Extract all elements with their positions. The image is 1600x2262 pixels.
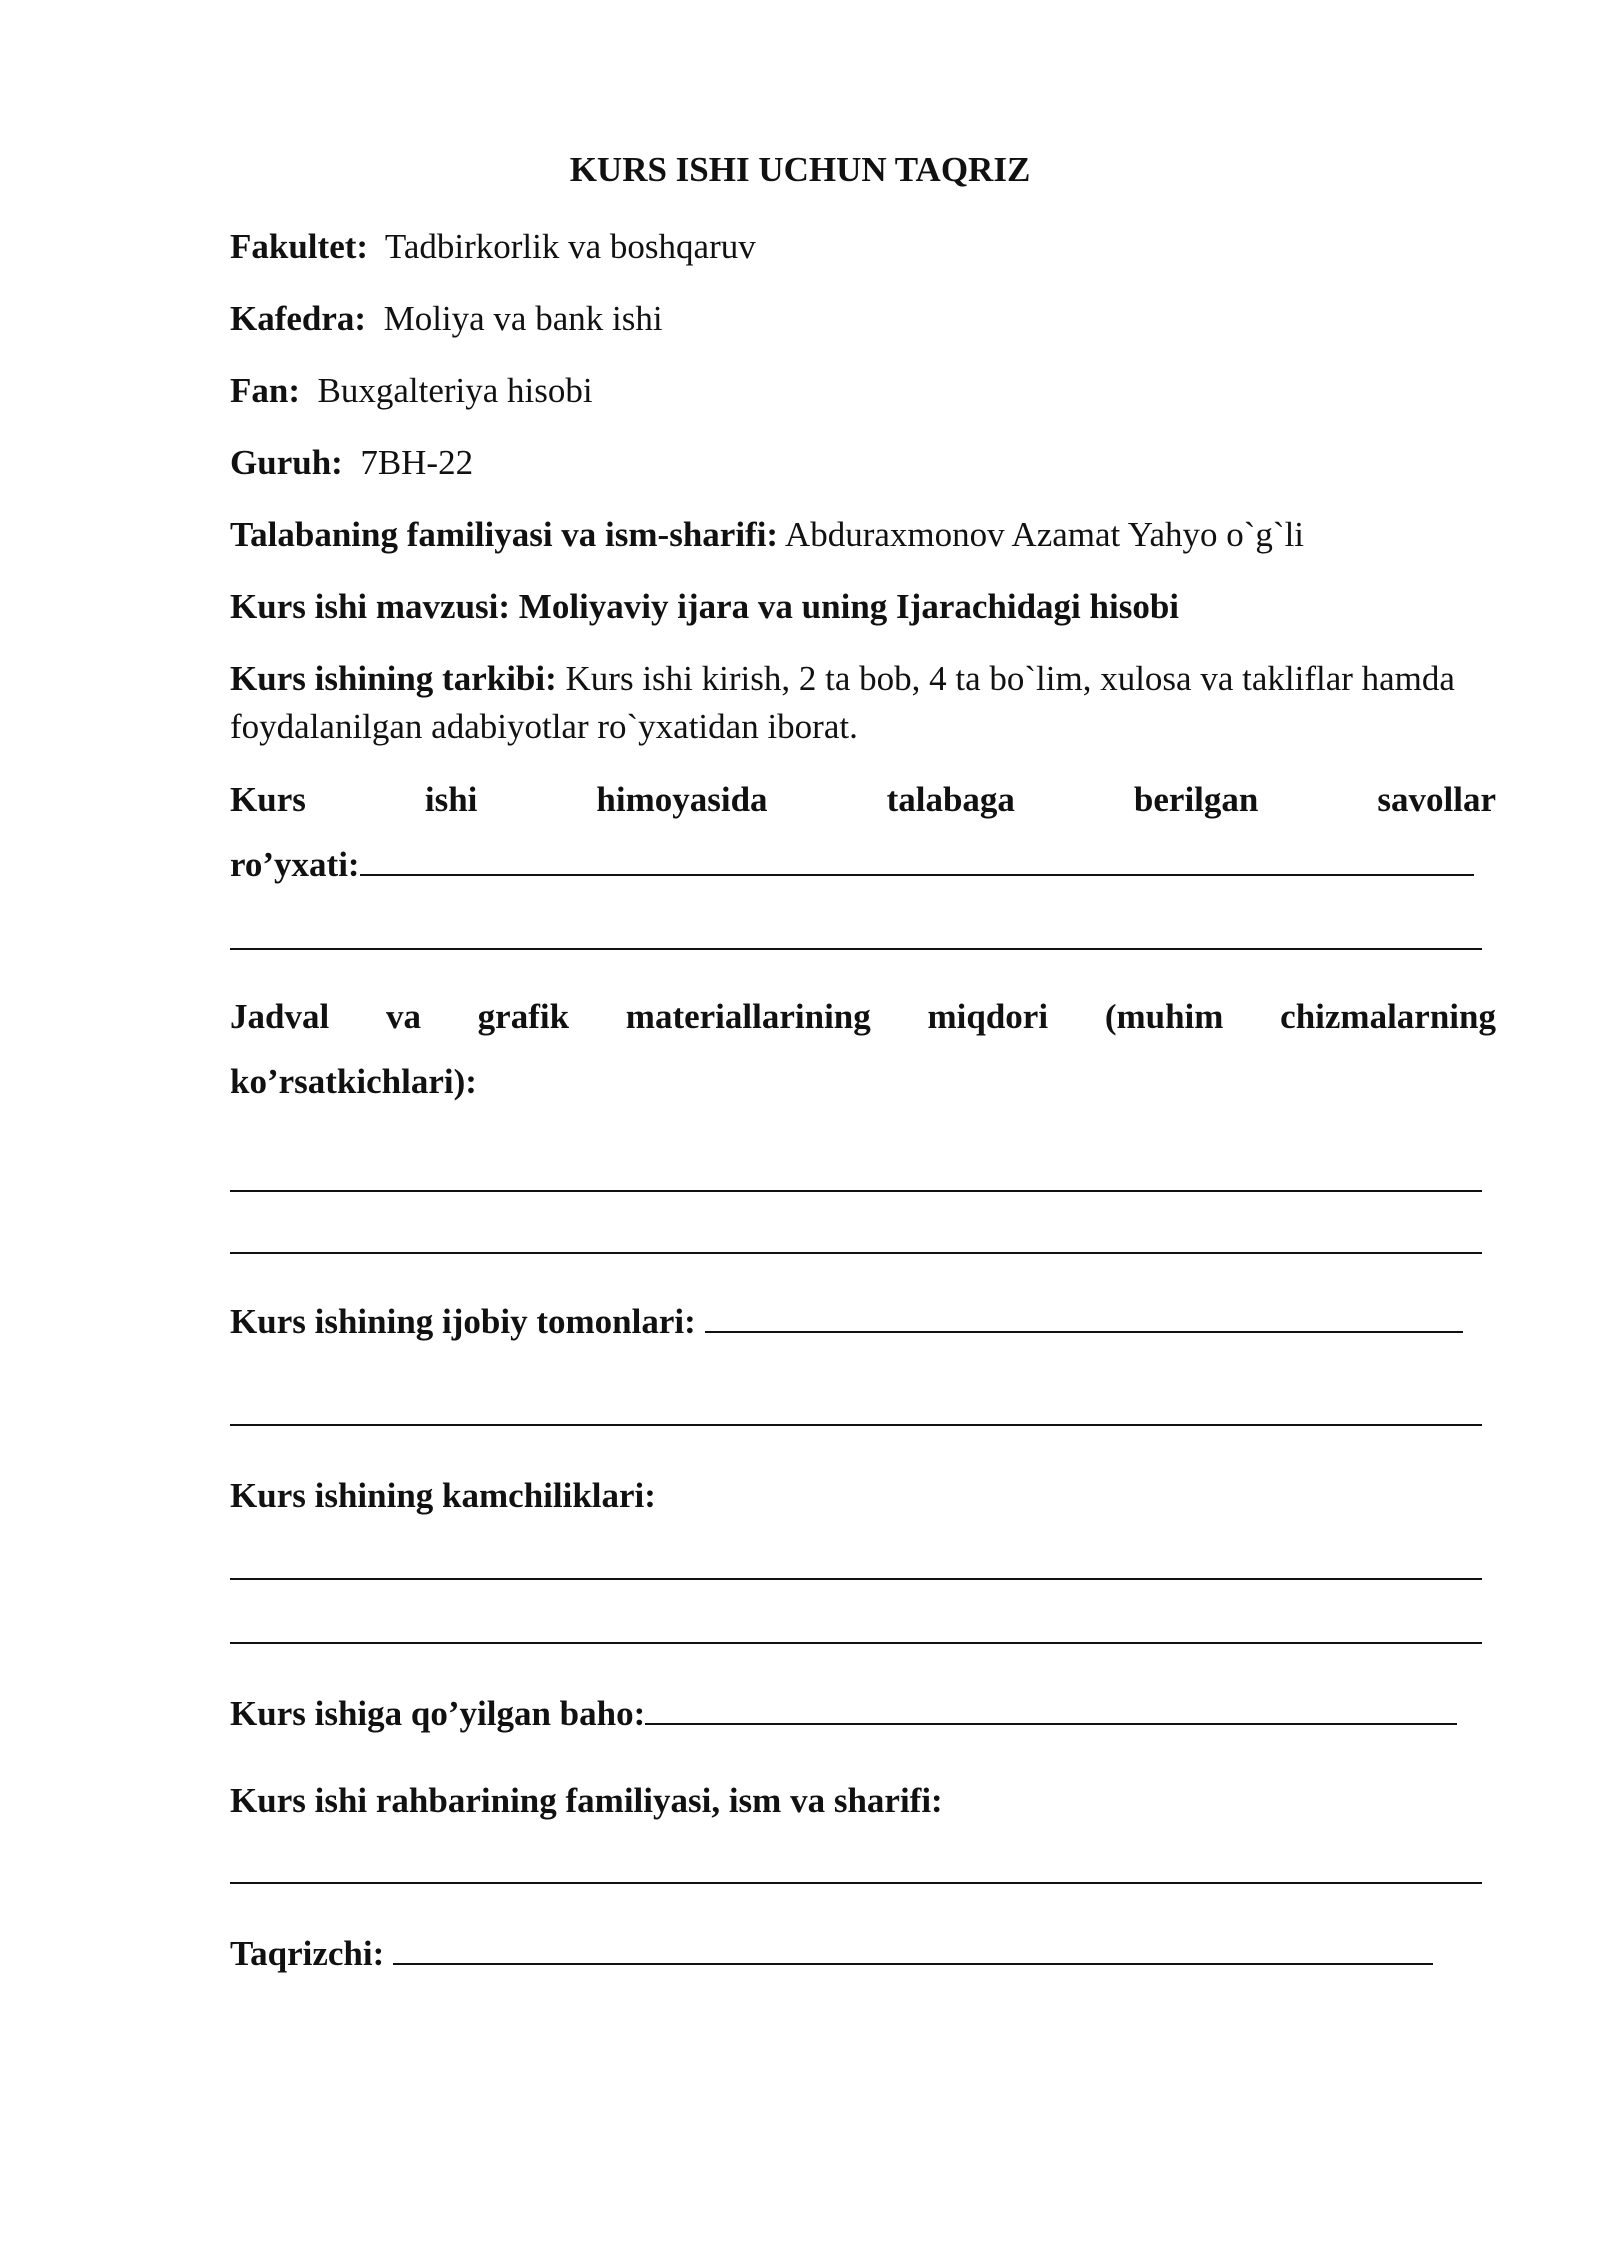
reviewer-label: Taqrizchi:	[230, 1934, 385, 1973]
student-value: Abduraxmonov Azamat Yahyo o`g`li	[784, 515, 1305, 554]
subject-line	[230, 367, 593, 415]
questions-word: savollar	[1377, 780, 1496, 819]
faculty-label: Fakultet:	[230, 227, 369, 266]
structure-value: Kurs ishi kirish, 2 ta bob, 4 ta bo`lim, xulosa va takliflar hamda foydalanilgan adabiyotlar ro`yxatidan iborat.	[230, 659, 1455, 746]
tables-label-end: ko’rsatkichlari):	[230, 1062, 477, 1101]
tables-word: materiallarining	[625, 997, 871, 1036]
faculty-value: Tadbirkorlik va boshqaruv	[384, 227, 756, 266]
shortcomings-blank-line-1[interactable]	[230, 1578, 1482, 1580]
questions-blank-line[interactable]	[230, 948, 1482, 950]
tables-word: Jadval	[230, 997, 330, 1036]
tables-word: miqdori	[927, 997, 1049, 1036]
questions-word: himoyasida	[596, 780, 768, 819]
positives-blank-line[interactable]	[230, 1424, 1482, 1426]
department-value: Moliya va bank ishi	[383, 299, 663, 338]
tables-blank-line-2[interactable]	[230, 1252, 1482, 1254]
student-label: Talabaning familiyasi va ism-sharifi:	[230, 515, 779, 554]
tables-blank-line-1[interactable]	[230, 1190, 1482, 1192]
faculty-line	[230, 223, 756, 271]
group-label: Guruh:	[230, 443, 343, 482]
structure-label: Kurs ishining tarkibi:	[230, 659, 557, 698]
questions-label-end: ro’yxati:	[230, 845, 360, 884]
positives-line	[230, 1298, 1463, 1346]
positives-fill-line[interactable]	[705, 1303, 1463, 1333]
supervisor-line	[230, 1777, 943, 1825]
tables-word: va	[385, 997, 421, 1036]
supervisor-blank-line[interactable]	[230, 1882, 1482, 1884]
subject-label: Fan:	[230, 371, 300, 410]
group-value: 7BH-22	[360, 443, 474, 482]
student-line	[230, 511, 1304, 559]
document-title: KURS ISHI UCHUN TAQRIZ	[569, 150, 1031, 189]
structure-paragraph	[230, 655, 1500, 751]
supervisor-label: Kurs ishi rahbarining familiyasi, ism va sharifi:	[230, 1781, 943, 1820]
reviewer-line	[230, 1930, 1433, 1978]
tables-word: grafik	[477, 997, 570, 1036]
tables-word: (muhim	[1104, 997, 1224, 1036]
topic-value: Moliyaviy ijara va uning Ijarachidagi hisobi	[518, 587, 1180, 626]
questions-word: ishi	[424, 780, 478, 819]
grade-label: Kurs ishiga qo’yilgan baho:	[230, 1694, 646, 1733]
positives-label: Kurs ishining ijobiy tomonlari:	[230, 1302, 696, 1341]
reviewer-fill-line[interactable]	[393, 1935, 1433, 1965]
tables-line-2	[230, 1058, 477, 1106]
shortcomings-line	[230, 1472, 656, 1520]
department-line	[230, 295, 663, 343]
subject-value: Buxgalteriya hisobi	[317, 371, 593, 410]
department-label: Kafedra:	[230, 299, 367, 338]
questions-fill-line[interactable]	[360, 846, 1474, 876]
questions-word: berilgan	[1133, 780, 1259, 819]
grade-line	[230, 1690, 1457, 1738]
questions-heading	[230, 776, 1496, 824]
tables-word: chizmalarning	[1280, 997, 1496, 1036]
group-line	[230, 439, 473, 487]
topic-label: Kurs ishi mavzusi:	[230, 587, 511, 626]
tables-heading	[230, 993, 1496, 1041]
shortcomings-label: Kurs ishining kamchiliklari:	[230, 1476, 656, 1515]
questions-line-2	[230, 841, 1474, 889]
questions-word: talabaga	[886, 780, 1015, 819]
shortcomings-blank-line-2[interactable]	[230, 1642, 1482, 1644]
topic-line	[230, 583, 1179, 631]
grade-fill-line[interactable]	[645, 1695, 1457, 1725]
questions-word: Kurs	[230, 780, 306, 819]
